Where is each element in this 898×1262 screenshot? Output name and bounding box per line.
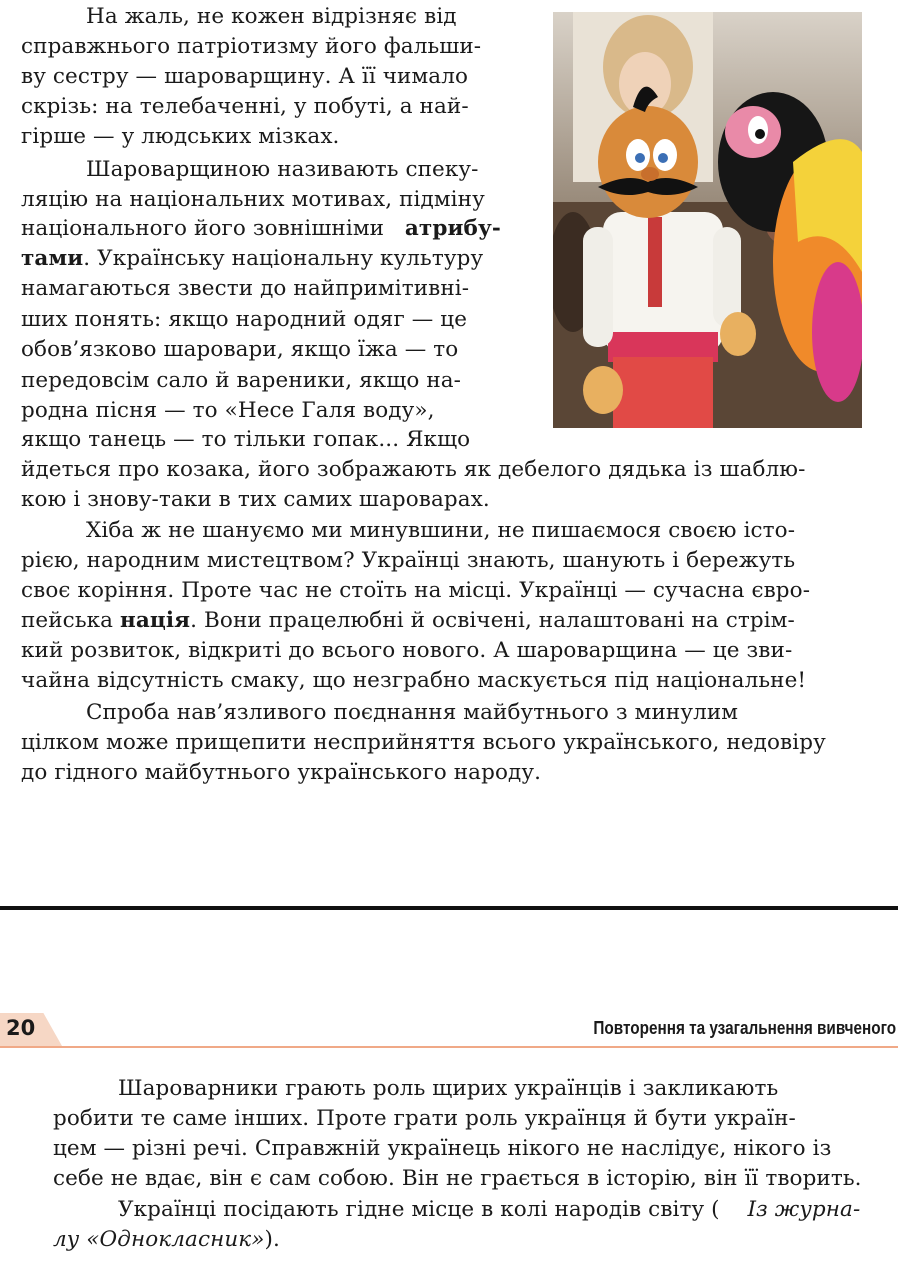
- text-line: передовсім сало й вареники, якщо на-: [21, 368, 462, 393]
- text-line: до гідного майбутнього українського народу.: [21, 760, 542, 785]
- text-line: чайна відсутність смаку, що незграбно маскується під національне!: [21, 668, 807, 693]
- text-segment: пейська: [21, 608, 114, 633]
- text-line: скрізь: на телебаченні, у побуті, а най-: [21, 94, 469, 119]
- text-line: Хіба ж не шануємо ми минувшини, не пишаємося своєю істо-: [86, 518, 796, 543]
- source-citation-end: лу «Однокласник»: [53, 1227, 265, 1252]
- text-segment: Українці посідають гідне місце в колі народів світу (: [118, 1197, 720, 1222]
- text-segment: . Вони працелюбні й освічені, налаштовані на стрім-: [190, 608, 795, 633]
- text-line: цем — різні речі. Справжній українець нікого не наслідує, нікого із: [53, 1136, 832, 1161]
- text-line: якщо танець — то тільки гопак... Якщо: [21, 427, 471, 452]
- text-line: [53, 1225, 280, 1255]
- text-line: намагаються звести до найпримітивні-: [21, 276, 470, 301]
- text-line: кою і знову-таки в тих самих шароварах.: [21, 487, 490, 512]
- header-rule: [0, 1046, 898, 1048]
- article-photo: [553, 12, 862, 428]
- term-attributes-end: тами: [21, 246, 84, 271]
- text-line: Спроба нав’язливого поєднання майбутнього з минулим: [86, 700, 739, 725]
- text-line: справжнього патріотизму його фальши-: [21, 34, 482, 59]
- text-line: цілком може прищепити несприйняття всього українського, недовіру: [21, 730, 826, 755]
- text-line: [21, 244, 483, 274]
- text-line: [118, 1195, 860, 1225]
- running-title: Повторення та узагальнення вивченого: [593, 1018, 896, 1038]
- text-segment: національного його зовнішніми: [21, 216, 385, 241]
- text-line: йдеться про козака, його зображають як дебелого дядька із шаблю-: [21, 457, 806, 482]
- text-line: рією, народним мистецтвом? Українці знають, шанують і бережуть: [21, 548, 796, 573]
- term-nation: нація: [120, 608, 191, 633]
- text-line: кий розвиток, відкриті до всього нового. А шароварщина — це зви-: [21, 638, 793, 663]
- text-line: родна пісня — то «Несе Галя воду»,: [21, 398, 435, 423]
- text-line: Шароварники грають роль щирих українців і закликають: [118, 1076, 779, 1101]
- text-line: На жаль, не кожен відрізняє від: [86, 4, 457, 29]
- text-line: гірше — у людських мізках.: [21, 124, 340, 149]
- page-divider: [0, 906, 898, 910]
- text-line: ву сестру — шароварщину. А її чимало: [21, 64, 469, 89]
- text-line: [21, 214, 501, 244]
- text-line: робити те саме інших. Проте грати роль українця й бути україн-: [53, 1106, 796, 1131]
- text-line: своє коріння. Проте час не стоїть на місці. Українці — сучасна євро-: [21, 578, 811, 603]
- text-line: ших понять: якщо народний одяг — це: [21, 307, 468, 332]
- text-segment: . Українську національну культуру: [83, 246, 484, 271]
- text-line: ляцію на національних мотивах, підміну: [21, 187, 485, 212]
- photo-costumed-cossack-mascots: [553, 12, 862, 428]
- source-citation: Із журна-: [747, 1197, 861, 1222]
- text-segment: ).: [264, 1227, 280, 1252]
- text-line: обов’язково шаровари, якщо їжа — то: [21, 337, 459, 362]
- text-line: себе не вдає, він є сам собою. Він не грається в історію, він її творить.: [53, 1166, 862, 1191]
- term-attributes: атрибу-: [404, 216, 501, 241]
- page-number: 20: [6, 1016, 36, 1040]
- text-line: Шароварщиною називають спеку-: [86, 157, 479, 182]
- text-line: [21, 606, 795, 636]
